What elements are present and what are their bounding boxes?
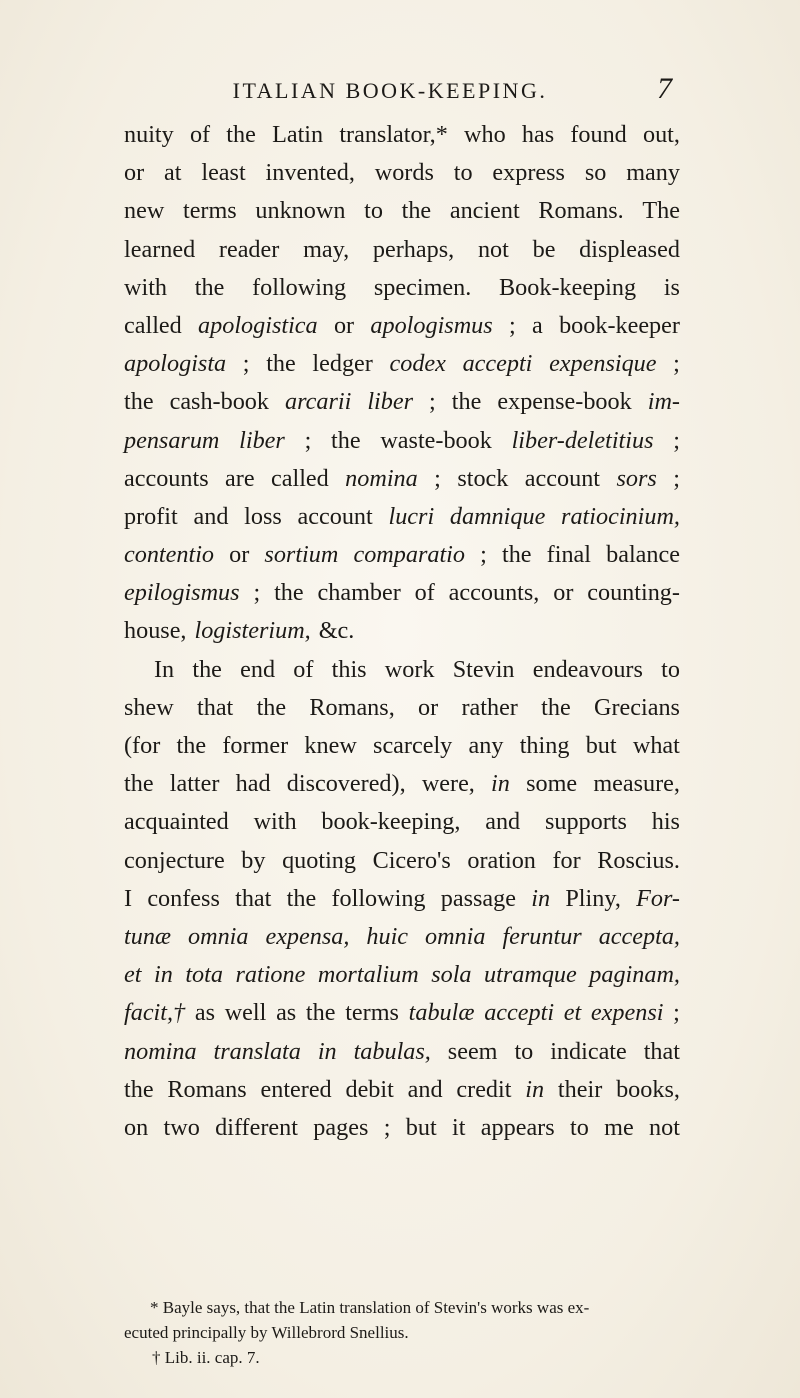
text-line: nuity of the Latin translator,* who has found out, xyxy=(124,121,680,148)
text-line: shew that the Romans, or rather the Grecians xyxy=(124,693,680,721)
text-line: learned reader may, perhaps, not be displeased xyxy=(124,235,680,263)
text-line: tunæ omnia expensa, huic omnia feruntur accepta, xyxy=(124,922,680,950)
text-line: house, logisterium, &c. xyxy=(124,617,355,645)
text-line: accounts are called nomina ; stock account sors ; xyxy=(124,464,680,492)
text-line: the latter had discovered), were, in some measure, xyxy=(124,770,680,798)
text-line: et in tota ratione mortalium sola utramque paginam, xyxy=(124,961,680,989)
text-line: contentio or sortium comparatio ; the final balance xyxy=(124,541,680,569)
footnotes xyxy=(124,1295,680,1370)
text-line: I confess that the following passage in Pliny, For- xyxy=(124,884,680,912)
text-line: the cash-book arcarii liber ; the expense-book im- xyxy=(124,388,680,416)
text-line: nomina translata in tabulas, seem to indicate that xyxy=(124,1037,680,1065)
footnote-1: * Bayle says, that the Latin translation of Stevin's works was ex- xyxy=(150,1298,590,1317)
text-line: epilogismus ; the chamber of accounts, or counting- xyxy=(124,579,680,607)
text-line: with the following specimen. Book-keeping is xyxy=(124,273,680,301)
text-line: profit and loss account lucri damnique ratiocinium, xyxy=(124,502,680,530)
text-line: facit,† as well as the terms tabulæ accepti et expensi ; xyxy=(124,999,680,1027)
text-line: pensarum liber ; the waste-book liber-deletitius ; xyxy=(124,426,680,454)
text-line-paragraph-start: In the end of this work Stevin endeavours to xyxy=(154,655,680,683)
text-line: on two different pages ; but it appears to me not xyxy=(124,1113,680,1141)
footnote-1-continued: ecuted principally by Willebrord Snellius. xyxy=(124,1323,409,1342)
text-line: conjecture by quoting Cicero's oration for Roscius. xyxy=(124,846,680,874)
body-text xyxy=(124,116,680,1147)
page-number: 7 xyxy=(657,72,672,105)
text-line: apologista ; the ledger codex accepti expensique ; xyxy=(124,350,680,378)
text-line: or at least invented, words to express so many xyxy=(124,159,680,187)
footnote-2: † Lib. ii. cap. 7. xyxy=(152,1348,260,1367)
text-line: called apologistica or apologismus ; a book-keeper xyxy=(124,311,680,339)
text-line: (for the former knew scarcely any thing but what xyxy=(124,732,680,759)
text-line: new terms unknown to the ancient Romans. The xyxy=(124,197,680,225)
running-title: ITALIAN BOOK-KEEPING. xyxy=(232,78,548,103)
text-line: the Romans entered debit and credit in their books, xyxy=(124,1075,680,1103)
text-line: acquainted with book-keeping, and supports his xyxy=(124,808,680,836)
